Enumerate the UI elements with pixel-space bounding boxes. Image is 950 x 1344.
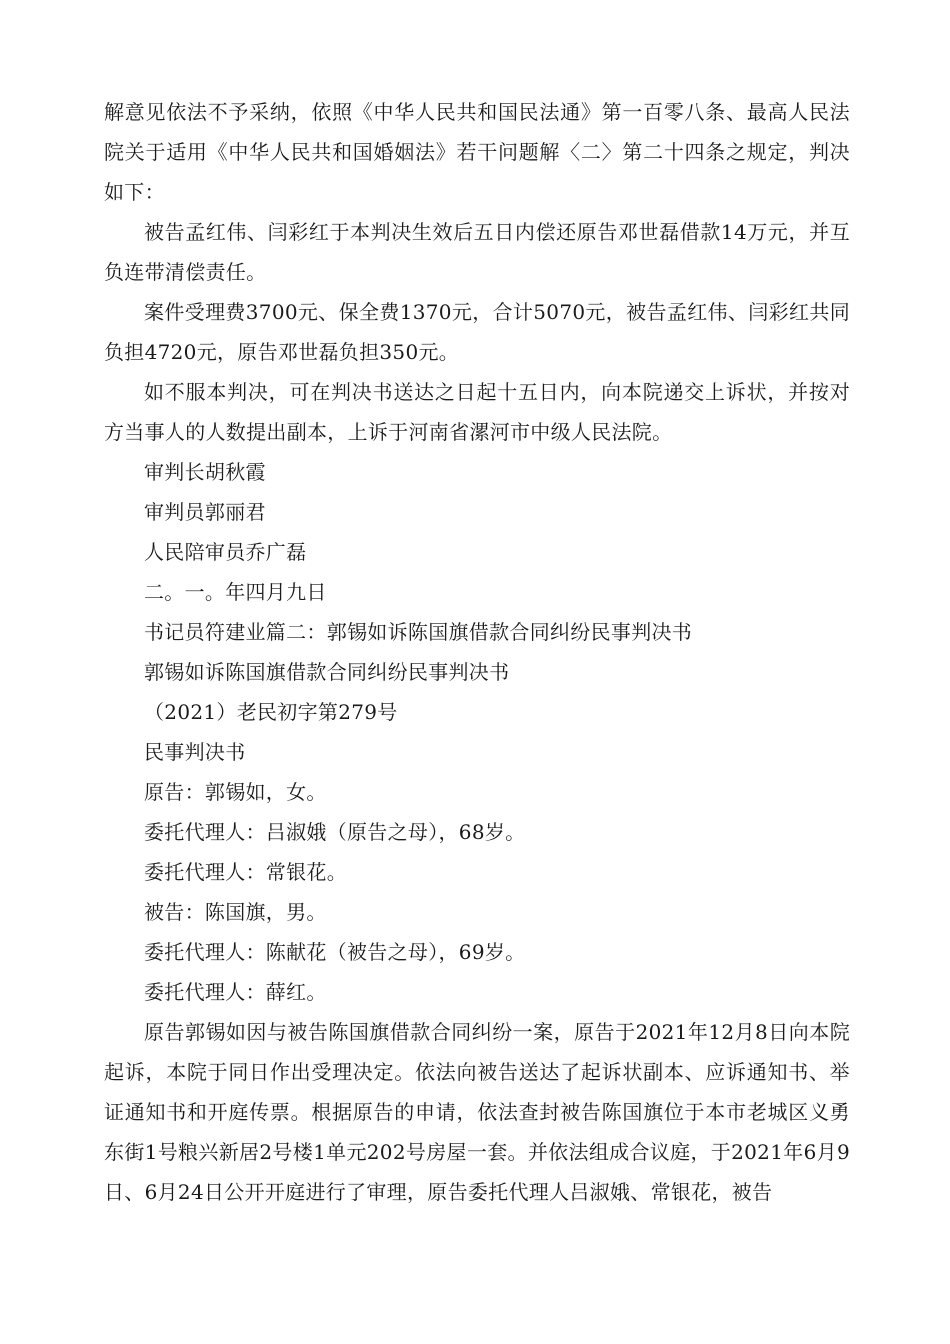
- defendant-agent-1: 委托代理人：陈献花（被告之母），69岁。: [144, 940, 526, 964]
- assessor-line: 人民陪审员乔广磊: [144, 540, 307, 564]
- paragraph-legal-basis: 解意见依法不予采纳，依照《中华人民共和国民法通》第一百零八条、最高人民法院关于适用《中华人民共和国婚姻法》若干问题解〈二〉第二十四条之规定，判决如下：: [104, 100, 850, 204]
- date-line: 二。一。年四月九日: [144, 580, 327, 604]
- paragraph-judgment: 被告孟红伟、闫彩红于本判决生效后五日内偿还原告邓世磊借款14万元，并互负连带清偿责任。: [104, 220, 850, 284]
- document-type: 民事判决书: [144, 740, 246, 764]
- plaintiff-agent-1: 委托代理人：吕淑娥（原告之母），68岁。: [144, 820, 526, 844]
- case-title: 郭锡如诉陈国旗借款合同纠纷民事判决书: [144, 660, 510, 684]
- chief-judge-line: 审判长胡秋霞: [144, 460, 266, 484]
- defendant-agent-2: 委托代理人：薛红。: [144, 980, 327, 1004]
- judge-line: 审判员郭丽君: [144, 500, 266, 524]
- defendant-line: 被告：陈国旗，男。: [144, 900, 327, 924]
- clerk-and-section-title: 书记员符建业篇二：郭锡如诉陈国旗借款合同纠纷民事判决书: [144, 620, 693, 644]
- plaintiff-line: 原告：郭锡如，女。: [144, 780, 327, 804]
- case-number: （2021）老民初字第279号: [144, 700, 398, 724]
- plaintiff-agent-2: 委托代理人：常银花。: [144, 860, 347, 884]
- paragraph-appeal: 如不服本判决，可在判决书送达之日起十五日内，向本院递交上诉状，并按对方当事人的人数提出副本，上诉于河南省漯河市中级人民法院。: [104, 380, 850, 444]
- paragraph-case-background: 原告郭锡如因与被告陈国旗借款合同纠纷一案，原告于2021年12月8日向本院起诉，本院于同日作出受理决定。依法向被告送达了起诉状副本、应诉通知书、举证通知书和开庭传票。根据原告的申请，依法查封被告陈国旗位于本市老城区义勇东街1号粮兴新居2号楼1单元202号房屋一套。并依法组成合议庭，于2021年6月9日、6月24日公开开庭进行了审理，原告委托代理人吕淑娥、常银花，被告: [104, 1020, 850, 1204]
- paragraph-fees: 案件受理费3700元、保全费1370元，合计5070元，被告孟红伟、闫彩红共同负担4720元，原告邓世磊负担350元。: [104, 300, 850, 364]
